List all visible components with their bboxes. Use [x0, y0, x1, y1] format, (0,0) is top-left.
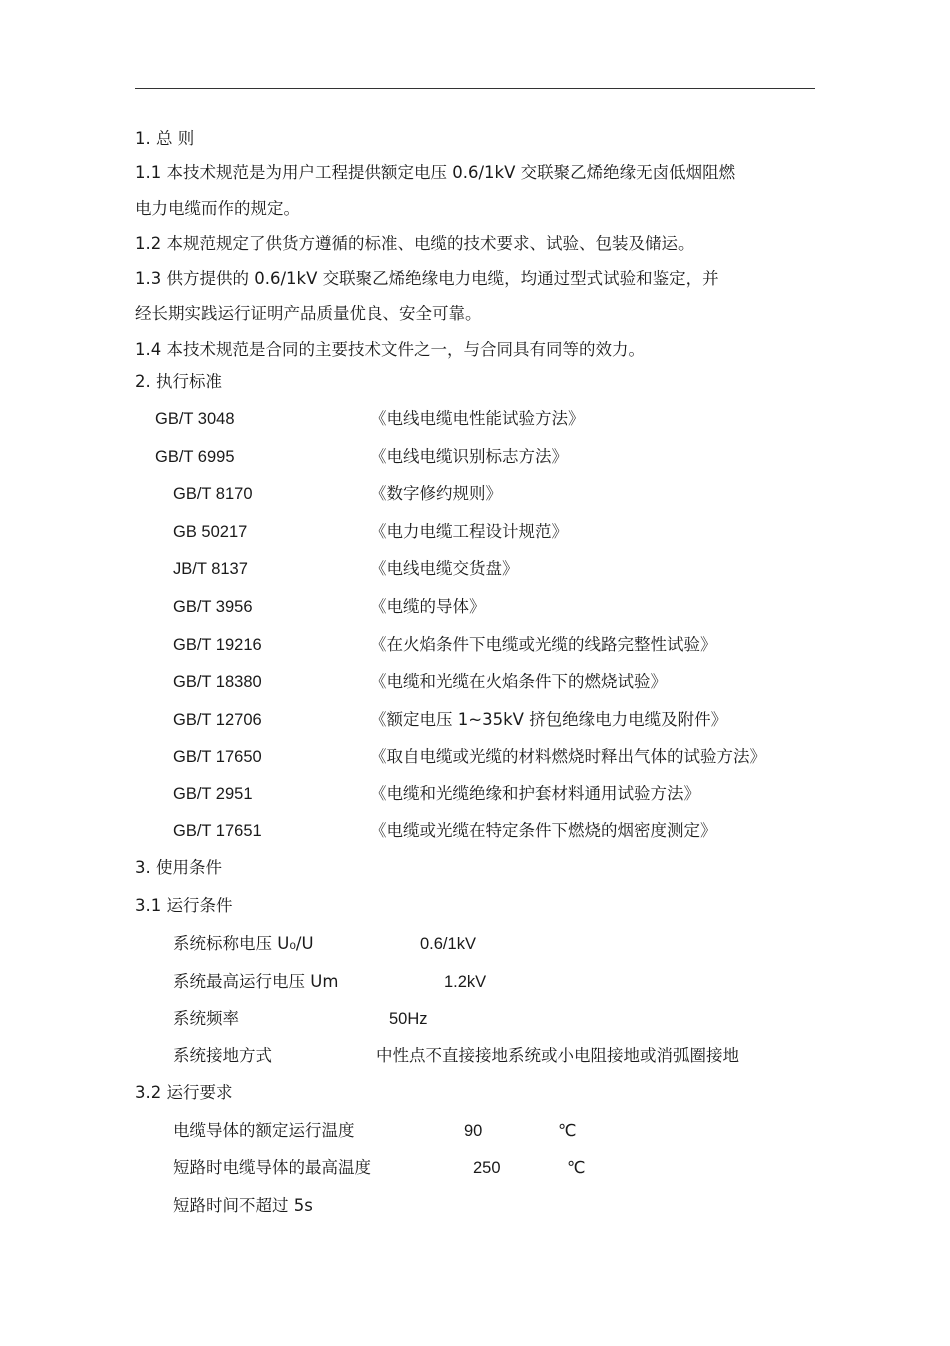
standard-title: 《电线电缆识别标志方法》	[370, 447, 568, 466]
requirement-label: 电缆导体的额定运行温度	[173, 1121, 355, 1140]
standard-code: GB/T 17651	[173, 822, 262, 840]
standard-code: GB/T 17650	[173, 748, 262, 766]
standard-title: 《电缆和光缆在火焰条件下的燃烧试验》	[370, 672, 667, 691]
section-2-heading: 2. 执行标准	[135, 372, 222, 391]
clause-1-2: 1.2 本规范规定了供货方遵循的标准、电缆的技术要求、试验、包装及储运。	[135, 234, 695, 253]
standard-code: GB/T 19216	[173, 636, 262, 654]
standard-title: 《在火焰条件下电缆或光缆的线路完整性试验》	[370, 635, 717, 654]
param-value: 0.6/1kV	[420, 935, 476, 953]
standard-code: GB/T 18380	[173, 673, 262, 691]
standard-code: JB/T 8137	[173, 560, 248, 578]
param-label: 系统频率	[173, 1009, 239, 1028]
standard-code: GB/T 3048	[155, 410, 235, 428]
clause-1-3-line-1: 1.3 供方提供的 0.6/1kV 交联聚乙烯绝缘电力电缆，均通过型式试验和鉴定，并	[135, 269, 719, 288]
param-value: 中性点不直接接地系统或小电阻接地或消弧圈接地	[376, 1046, 739, 1065]
clause-1-1-line-1: 1.1 本技术规范是为用户工程提供额定电压 0.6/1kV 交联聚乙烯绝缘无卤低烟阻燃	[135, 163, 736, 182]
standard-code: GB/T 6995	[155, 448, 235, 466]
clause-1-3-line-2: 经长期实践运行证明产品质量优良、安全可靠。	[135, 304, 482, 323]
clause-1-4: 1.4 本技术规范是合同的主要技术文件之一，与合同具有同等的效力。	[135, 340, 645, 359]
header-rule	[135, 88, 815, 89]
param-label: 系统标称电压 U₀/U	[173, 934, 314, 953]
standard-code: GB/T 2951	[173, 785, 253, 803]
standard-code: GB/T 3956	[173, 598, 253, 616]
standard-title: 《电线电缆电性能试验方法》	[370, 409, 585, 428]
standard-code: GB 50217	[173, 523, 248, 541]
section-3-heading: 3. 使用条件	[135, 858, 222, 877]
standard-title: 《电线电缆交货盘》	[370, 559, 519, 578]
standard-title: 《电缆的导体》	[370, 597, 486, 616]
requirement-value: 90	[464, 1122, 483, 1140]
section-1-heading: 1. 总 则	[135, 129, 195, 148]
param-value: 50Hz	[389, 1010, 428, 1028]
requirement-unit: ℃	[567, 1158, 586, 1177]
param-label: 系统接地方式	[173, 1046, 272, 1065]
requirement-label: 短路时电缆导体的最高温度	[173, 1158, 371, 1177]
param-value: 1.2kV	[444, 973, 487, 991]
param-label: 系统最高运行电压 Um	[173, 972, 339, 991]
clause-1-1-line-2: 电力电缆而作的规定。	[135, 199, 300, 218]
standard-title: 《电缆或光缆在特定条件下燃烧的烟密度测定》	[370, 821, 717, 840]
standard-title: 《数字修约规则》	[370, 484, 502, 503]
standard-title: 《电缆和光缆绝缘和护套材料通用试验方法》	[370, 784, 700, 803]
standard-title: 《额定电压 1~35kV 挤包绝缘电力电缆及附件》	[370, 710, 728, 729]
standard-code: GB/T 8170	[173, 485, 253, 503]
subsection-3-2-heading: 3.2 运行要求	[135, 1083, 233, 1102]
subsection-3-1-heading: 3.1 运行条件	[135, 896, 233, 915]
requirement-unit: ℃	[558, 1121, 577, 1140]
requirement-value: 250	[473, 1159, 501, 1177]
standard-title: 《电力电缆工程设计规范》	[370, 522, 568, 541]
standard-code: GB/T 12706	[173, 711, 262, 729]
standard-title: 《取自电缆或光缆的材料燃烧时释出气体的试验方法》	[370, 747, 766, 766]
short-circuit-time: 短路时间不超过 5s	[173, 1196, 313, 1215]
